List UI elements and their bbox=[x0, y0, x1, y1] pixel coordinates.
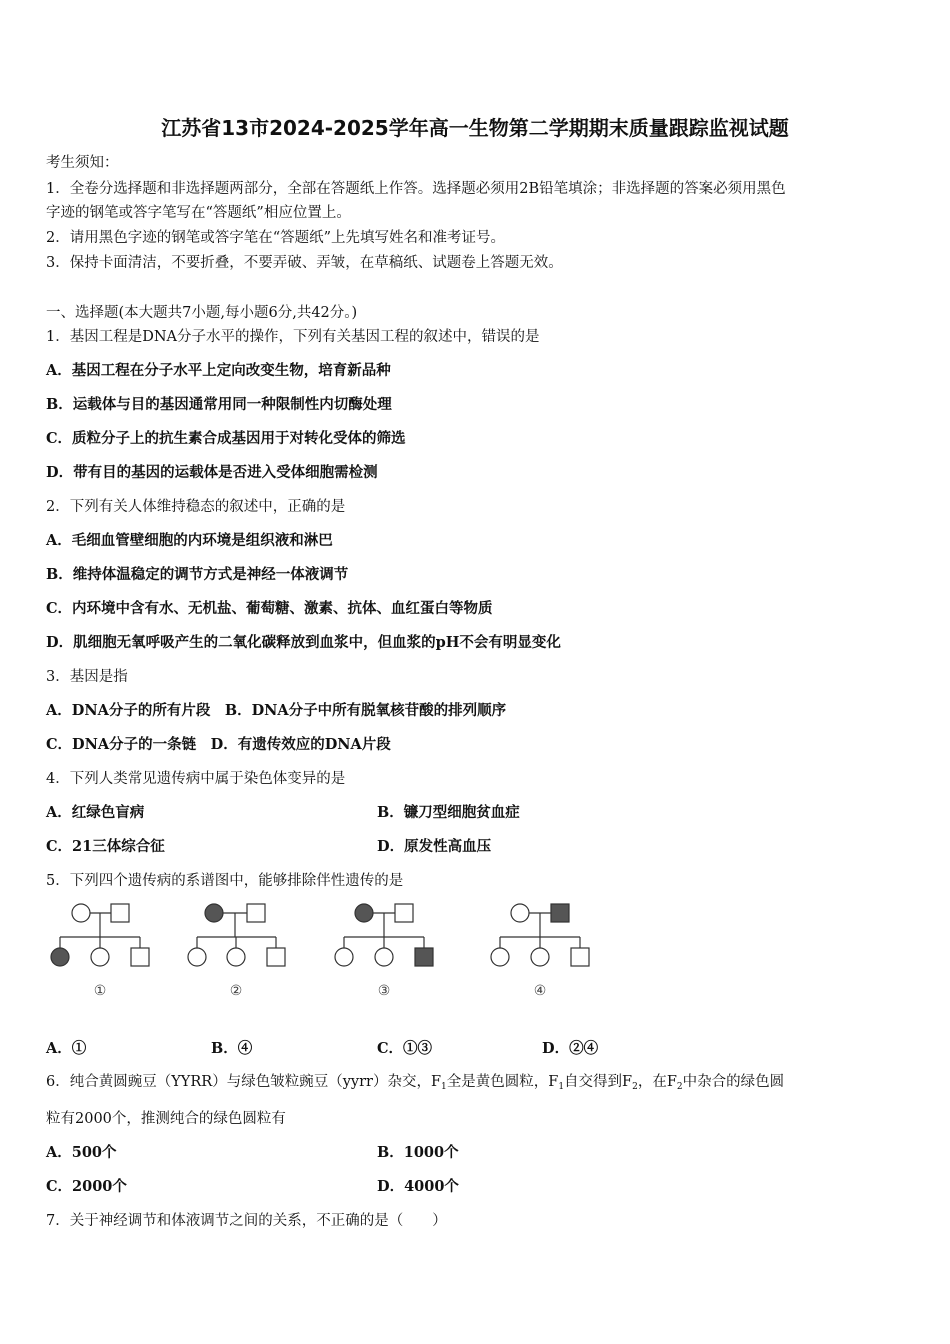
pedigree-1-mother bbox=[72, 904, 90, 922]
pedigree-2-mother-affected bbox=[205, 904, 223, 922]
question-4-option-b: B．镰刀型细胞贫血症 bbox=[377, 804, 520, 821]
pedigree-label-4: ④ bbox=[533, 983, 547, 999]
question-6-option-a: A．500个 bbox=[46, 1144, 117, 1161]
question-6-option-c: C．2000个 bbox=[46, 1178, 127, 1195]
question-5-stem: 5．下列四个遗传病的系谱图中，能够排除伴性遗传的是 bbox=[46, 873, 404, 889]
question-6-option-d: D．4000个 bbox=[377, 1178, 459, 1195]
pedigree-4-mother bbox=[511, 904, 529, 922]
question-3-stem: 3．基因是指 bbox=[46, 669, 128, 685]
q6-sub-4: 2 bbox=[676, 1082, 683, 1092]
pedigree-1-son bbox=[131, 948, 149, 966]
pedigree-3-child-2 bbox=[375, 948, 393, 966]
pedigree-1-father bbox=[111, 904, 129, 922]
pedigree-2-son bbox=[267, 948, 285, 966]
question-6-stem-line-2: 粒有2000个，推测纯合的绿色圆粒有 bbox=[46, 1111, 286, 1127]
question-1-stem: 1．基因工程是DNA分子水平的操作，下列有关基因工程的叙述中，错误的是 bbox=[46, 329, 540, 345]
question-4-option-c: C．21三体综合征 bbox=[46, 838, 165, 855]
question-4-option-a: A．红绿色盲病 bbox=[46, 804, 145, 821]
section-heading: 一、选择题(本大题共7小题,每小题6分,共42分。) bbox=[46, 305, 358, 321]
question-1-option-c: C．质粒分子上的抗生素合成基因用于对转化受体的筛选 bbox=[46, 430, 406, 447]
question-3-options-ab: A．DNA分子的所有片段 B．DNA分子中所有脱氧核苷酸的排列顺序 bbox=[46, 702, 507, 719]
question-2-option-b: B．维持体温稳定的调节方式是神经一体液调节 bbox=[46, 566, 349, 583]
question-6-stem-line-1 bbox=[46, 1072, 784, 1097]
pedigree-4-father-affected bbox=[551, 904, 569, 922]
question-6-option-b: B．1000个 bbox=[377, 1144, 459, 1161]
question-1-option-b: B．运载体与目的基因通常用同一种限制性内切酶处理 bbox=[46, 396, 392, 413]
pedigree-4-son bbox=[571, 948, 589, 966]
question-2-option-c: C．内环境中含有水、无机盐、葡萄糖、激素、抗体、血红蛋白等物质 bbox=[46, 600, 493, 617]
pedigree-label-1: ① bbox=[93, 983, 107, 999]
q6-sub-3: 2 bbox=[632, 1082, 638, 1092]
question-3-options-cd: C．DNA分子的一条链 D．有遗传效应的DNA片段 bbox=[46, 736, 391, 753]
question-5-option-a: A．① bbox=[46, 1040, 87, 1057]
notice-item-1-cont: 字迹的钢笔或答字笔写在“答题纸”相应位置上。 bbox=[46, 205, 351, 221]
pedigree-3-child-1 bbox=[335, 948, 353, 966]
question-2-stem: 2．下列有关人体维持稳态的叙述中，正确的是 bbox=[46, 499, 346, 515]
q6-sub-1: 1 bbox=[441, 1082, 447, 1092]
pedigree-1-daughter bbox=[91, 948, 109, 966]
exam-title: 江苏省13市2024-2025学年高一生物第二学期期末质量跟踪监视试题 bbox=[161, 116, 789, 140]
pedigree-label-2: ② bbox=[229, 983, 243, 999]
notice-item-1: 1．全卷分选择题和非选择题两部分，全部在答题纸上作答。选择题必须用2B铅笔填涂；非选择题的答案必须用黑色 bbox=[46, 181, 786, 197]
question-5-option-c: C．①③ bbox=[377, 1040, 433, 1057]
question-2-option-a: A．毛细血管壁细胞的内环境是组织液和淋巴 bbox=[46, 532, 333, 549]
q6-text-3: 自交得到F bbox=[564, 1074, 633, 1090]
q6-text-4: ，在F bbox=[637, 1074, 677, 1090]
question-1-option-a: A．基因工程在分子水平上定向改变生物，培育新品种 bbox=[46, 362, 391, 379]
q6-text-5: 中杂合的绿色圆 bbox=[682, 1074, 785, 1090]
pedigree-2 bbox=[188, 904, 285, 966]
q6-text-1: 6．纯合黄圆豌豆（YYRR）与绿色皱粒豌豆（yyrr）杂交，F bbox=[46, 1074, 442, 1090]
question-4-stem: 4．下列人类常见遗传病中属于染色体变异的是 bbox=[46, 771, 346, 787]
pedigree-4 bbox=[491, 904, 589, 966]
notice-item-3: 3．保持卡面清洁，不要折叠，不要弄破、弄皱，在草稿纸、试题卷上答题无效。 bbox=[46, 255, 563, 271]
q6-text-2: 全是黄色圆粒，F bbox=[446, 1074, 559, 1090]
question-2-option-d: D．肌细胞无氧呼吸产生的二氧化碳释放到血浆中，但血浆的pH不会有明显变化 bbox=[46, 634, 561, 651]
question-5-option-d: D．②④ bbox=[542, 1040, 599, 1057]
pedigree-2-father bbox=[247, 904, 265, 922]
notice-heading: 考生须知： bbox=[46, 155, 119, 171]
pedigree-4-child-2 bbox=[531, 948, 549, 966]
pedigree-3-mother-affected bbox=[355, 904, 373, 922]
question-4-option-d: D．原发性高血压 bbox=[377, 838, 492, 855]
pedigree-label-3: ③ bbox=[377, 983, 391, 999]
notice-item-2: 2．请用黑色字迹的钢笔或答字笔在“答题纸”上先填写姓名和准考证号。 bbox=[46, 230, 506, 246]
pedigree-2-child-2 bbox=[227, 948, 245, 966]
question-1-option-d: D．带有目的基因的运载体是否进入受体细胞需检测 bbox=[46, 464, 378, 481]
pedigree-4-child-1 bbox=[491, 948, 509, 966]
pedigree-3-father bbox=[395, 904, 413, 922]
pedigree-1-daughter-affected bbox=[51, 948, 69, 966]
pedigree-3-son-affected bbox=[415, 948, 433, 966]
pedigree-2-child-1 bbox=[188, 948, 206, 966]
q6-sub-2: 1 bbox=[558, 1082, 565, 1092]
pedigree-1 bbox=[51, 904, 149, 966]
question-5-option-b: B．④ bbox=[211, 1040, 253, 1057]
pedigree-figures bbox=[40, 895, 620, 1005]
question-7-stem: 7．关于神经调节和体液调节之间的关系，不正确的是（ ） bbox=[46, 1213, 447, 1229]
pedigree-3 bbox=[335, 904, 433, 966]
